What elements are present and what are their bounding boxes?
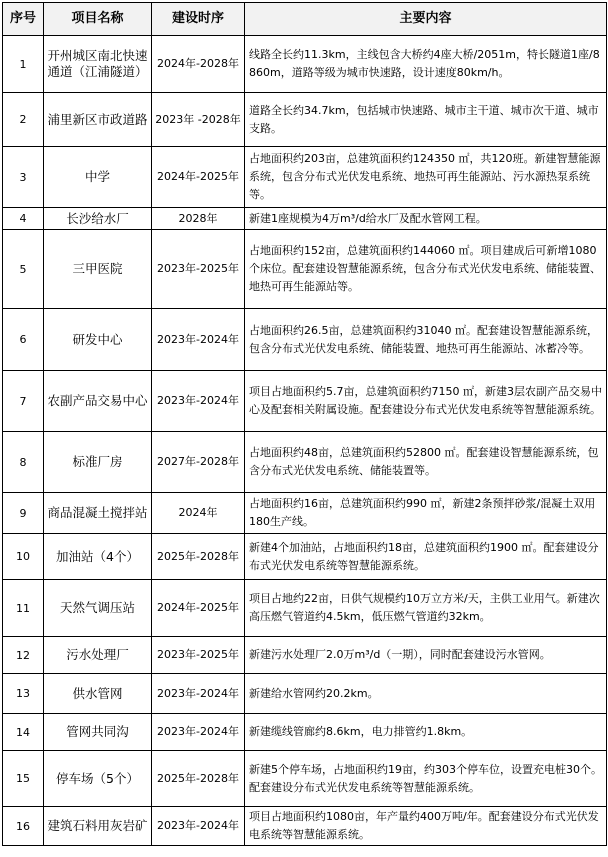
row-desc: 线路全长约11.3km，主线包含大桥约4座大桥/2051m，特长隧道1座/8860m，道路等级为城市快速路，设计速度80km/h。 xyxy=(245,36,607,93)
header-no: 序号 xyxy=(3,3,44,36)
row-name: 供水管网 xyxy=(44,674,152,714)
row-time: 2023年-2025年 xyxy=(152,230,245,309)
row-time: 2028年 xyxy=(152,208,245,230)
row-desc: 新建缆线管廊约8.6km，电力排管约1.8km。 xyxy=(245,714,607,751)
table-row xyxy=(3,147,607,208)
table-row xyxy=(3,230,607,309)
row-no: 7 xyxy=(3,371,44,432)
header-content: 主要内容 xyxy=(245,3,607,36)
project-table xyxy=(2,2,607,846)
table-row xyxy=(3,637,607,674)
table-row xyxy=(3,208,607,230)
row-desc: 项目占地面积约1080亩，年产量约400万吨/年。配套建设分布式光伏发电系统等智慧能源系统。 xyxy=(245,807,607,846)
table-row xyxy=(3,580,607,637)
table-row xyxy=(3,93,607,147)
row-time: 2027年-2028年 xyxy=(152,432,245,493)
row-desc: 占地面积约152亩，总建筑面积约144060 ㎡。项目建成后可新增1080个床位。配套建设智慧能源系统，包含分布式光伏发电系统、储能装置、地热可再生能源站等。 xyxy=(245,230,607,309)
row-no: 14 xyxy=(3,714,44,751)
row-name: 标准厂房 xyxy=(44,432,152,493)
row-name: 浦里新区市政道路 xyxy=(44,93,152,147)
row-name: 农副产品交易中心 xyxy=(44,371,152,432)
row-desc: 占地面积约16亩，总建筑面积约990 ㎡，新建2条预拌砂浆/混凝土双用180生产线。 xyxy=(245,493,607,534)
row-no: 12 xyxy=(3,637,44,674)
row-time: 2024年-2028年 xyxy=(152,36,245,93)
row-no: 2 xyxy=(3,93,44,147)
row-name: 长沙给水厂 xyxy=(44,208,152,230)
table-row xyxy=(3,371,607,432)
row-time: 2025年-2028年 xyxy=(152,751,245,807)
row-desc: 占地面积约203亩，总建筑面积约124350 ㎡，共120班。新建智慧能源系统，包含分布式光伏发电系统、地热可再生能源站、污水源热泵系统等。 xyxy=(245,147,607,208)
table-row xyxy=(3,309,607,371)
table-row xyxy=(3,432,607,493)
row-no: 11 xyxy=(3,580,44,637)
header-row xyxy=(3,3,607,36)
row-name: 开州城区南北快速通道（江浦隧道） xyxy=(44,36,152,93)
row-name: 三甲医院 xyxy=(44,230,152,309)
row-desc: 占地面积约48亩，总建筑面积约52800 ㎡。配套建设智慧能源系统，包含分布式光伏发电系统、储能装置等。 xyxy=(245,432,607,493)
row-desc: 新建4个加油站，占地面积约18亩，总建筑面积约1900 ㎡。配套建设分布式光伏发电系统等智慧能源系统。 xyxy=(245,534,607,580)
row-no: 4 xyxy=(3,208,44,230)
row-name: 停车场（5个） xyxy=(44,751,152,807)
row-no: 1 xyxy=(3,36,44,93)
row-no: 6 xyxy=(3,309,44,371)
row-no: 5 xyxy=(3,230,44,309)
row-name: 污水处理厂 xyxy=(44,637,152,674)
row-name: 研发中心 xyxy=(44,309,152,371)
row-name: 加油站（4个） xyxy=(44,534,152,580)
row-desc: 新建给水管网约20.2km。 xyxy=(245,674,607,714)
table-row xyxy=(3,674,607,714)
row-no: 8 xyxy=(3,432,44,493)
row-desc: 新建1座规模为4万m³/d给水厂及配水管网工程。 xyxy=(245,208,607,230)
row-time: 2024年 xyxy=(152,493,245,534)
row-desc: 项目占地约22亩，日供气规模约10万立方米/天，主供工业用气。新建次高压燃气管道约4.5km，低压燃气管道约32km。 xyxy=(245,580,607,637)
table-row xyxy=(3,493,607,534)
header-name: 项目名称 xyxy=(44,3,152,36)
header-time: 建设时序 xyxy=(152,3,245,36)
row-desc: 新建污水处理厂2.0万m³/d（一期），同时配套建设污水管网。 xyxy=(245,637,607,674)
row-desc: 新建5个停车场，占地面积约19亩，约303个停车位，设置充电桩30个。配套建设分布式光伏发电系统等智慧能源系统。 xyxy=(245,751,607,807)
row-name: 天然气调压站 xyxy=(44,580,152,637)
row-time: 2023年-2024年 xyxy=(152,807,245,846)
row-time: 2023年-2024年 xyxy=(152,714,245,751)
row-name: 管网共同沟 xyxy=(44,714,152,751)
row-name: 建筑石料用灰岩矿 xyxy=(44,807,152,846)
row-no: 15 xyxy=(3,751,44,807)
row-time: 2023年 -2028年 xyxy=(152,93,245,147)
row-time: 2023年-2024年 xyxy=(152,309,245,371)
table-row xyxy=(3,36,607,93)
row-no: 9 xyxy=(3,493,44,534)
row-desc: 道路全长约34.7km，包括城市快速路、城市主干道、城市次干道、城市支路。 xyxy=(245,93,607,147)
row-desc: 占地面积约26.5亩，总建筑面积约31040 ㎡。配套建设智慧能源系统，包含分布式光伏发电系统、储能装置、地热可再生能源站、冰蓄冷等。 xyxy=(245,309,607,371)
table-row xyxy=(3,534,607,580)
row-time: 2023年-2024年 xyxy=(152,371,245,432)
row-no: 3 xyxy=(3,147,44,208)
row-name: 中学 xyxy=(44,147,152,208)
row-time: 2024年-2025年 xyxy=(152,580,245,637)
row-time: 2024年-2025年 xyxy=(152,147,245,208)
table-row xyxy=(3,714,607,751)
row-name: 商品混凝土搅拌站 xyxy=(44,493,152,534)
row-time: 2023年-2024年 xyxy=(152,674,245,714)
row-time: 2023年-2025年 xyxy=(152,637,245,674)
row-no: 10 xyxy=(3,534,44,580)
table-row xyxy=(3,751,607,807)
row-no: 16 xyxy=(3,807,44,846)
table-row xyxy=(3,807,607,846)
row-time: 2025年-2028年 xyxy=(152,534,245,580)
row-no: 13 xyxy=(3,674,44,714)
row-desc: 项目占地面积约5.7亩，总建筑面积约7150 ㎡，新建3层农副产品交易中心及配套相关附属设施。配套建设分布式光伏发电系统等智慧能源系统。 xyxy=(245,371,607,432)
